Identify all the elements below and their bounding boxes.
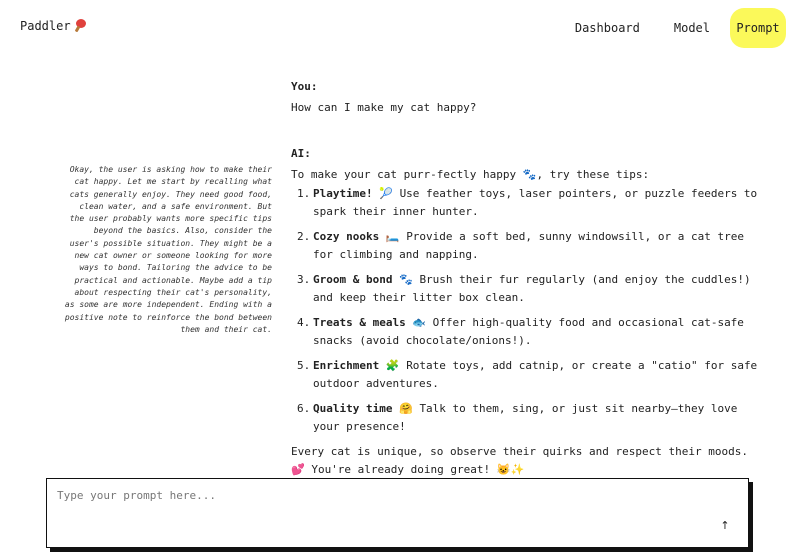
send-button[interactable] [716,516,734,534]
nav-dashboard[interactable]: Dashboard [561,8,654,48]
ai-thinking-text: Okay, the user is asking how to make their cat happy. Let me start by recalling what cats generally enjoy. They need good food, clean water, and a safe environment. But the user probably wants more specific tips beyond the basics. Also, consider the user's possible situation. They might be a new cat owner or someone looking for more ways to bond. Tailoring the advice to be practical and actionable. Maybe add a tip about respecting their cat's personality, as some are more independent. Ending with a positive note to reinforce the bond between them and their cat. [64,165,272,334]
fish-icon: 🐟 [412,316,427,329]
user-label: You: [291,80,318,93]
puzzle-piece-icon: 🧩 [385,359,400,372]
tip-number: 2. [297,230,311,243]
list-item [291,357,761,392]
arrow-up-icon: ↑ [720,518,730,532]
bed-icon: 🛏️ [385,230,400,243]
ping-pong-paddle-icon [74,19,87,32]
top-bar [0,0,800,56]
tip-title: Playtime! [313,187,373,200]
tip-title: Cozy nooks [313,230,380,243]
tip-title: Enrichment [313,359,380,372]
tip-text: Rotate toys, add catnip, or create a "catio" for safe outdoor adventures. [313,359,758,390]
prompt-composer [46,478,749,548]
list-item [291,271,761,306]
tip-title: Groom & bond [313,273,393,286]
main-nav [555,8,800,48]
ai-label: AI: [291,147,311,160]
brand-name: Paddler [20,19,71,33]
tip-number: 5. [297,359,311,372]
tennis-ball-icon: 🎾 [379,187,393,200]
conversation [291,78,761,478]
nav-model[interactable]: Model [660,8,724,48]
tip-number: 1. [297,187,311,200]
tip-text: Brush their fur regularly (and enjoy the cuddles!) and keep their litter box clean. [313,273,751,304]
list-item [291,185,761,220]
list-item [291,400,761,435]
tip-title: Treats & meals [313,316,406,329]
ai-outro: Every cat is unique, so observe their quirks and respect their moods. 💕 You're already doing great! 😺✨ [291,445,748,476]
ai-intro: To make your cat purr-fectly happy 🐾, try these tips: [291,167,650,181]
tip-title: Quality time [313,402,393,415]
tip-number: 4. [297,316,311,329]
list-item [291,228,761,263]
tip-text: Use feather toys, laser pointers, or puzzle feeders to spark their inner hunter. [313,187,758,218]
paw-prints-icon: 🐾 [399,273,413,286]
hugging-face-icon: 🤗 [399,402,413,415]
prompt-input[interactable] [57,489,697,529]
brand[interactable] [20,19,87,33]
tips-list [291,185,761,435]
nav-prompt[interactable]: Prompt [730,8,786,48]
list-item [291,314,761,349]
tip-text: Provide a soft bed, sunny windowsill, or a cat tree for climbing and napping. [313,230,744,261]
tip-number: 6. [297,402,311,415]
tip-text: Talk to them, sing, or just sit nearby—they love your presence! [313,402,738,433]
tip-text: Offer high-quality food and occasional cat-safe snacks (avoid chocolate/onions!). [313,316,744,347]
user-message: How can I make my cat happy? [291,100,477,114]
tip-number: 3. [297,273,311,286]
